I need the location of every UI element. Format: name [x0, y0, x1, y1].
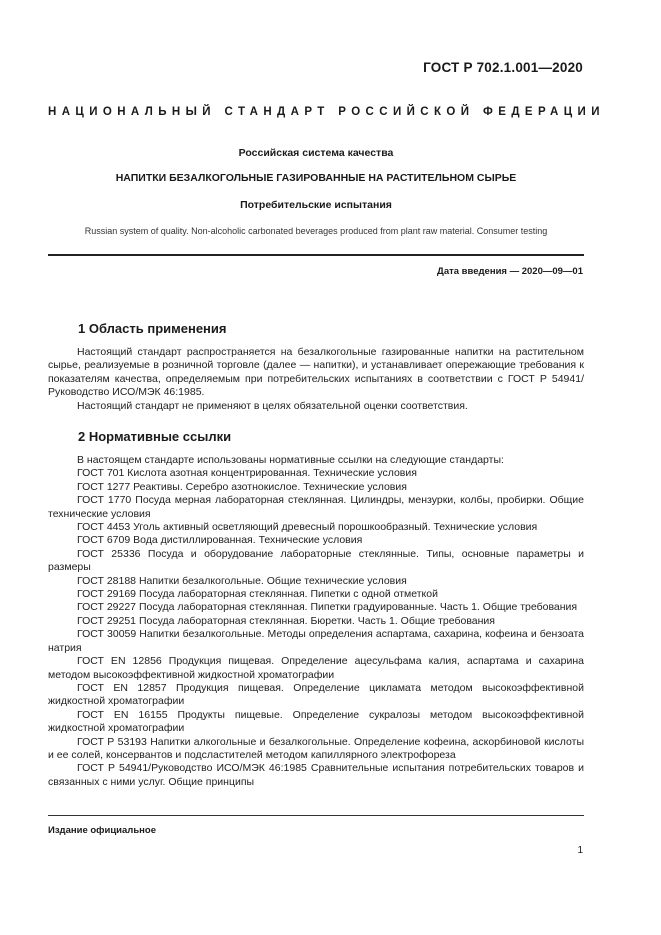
section-heading-references: 2 Нормативные ссылки	[78, 429, 232, 444]
footer-divider	[48, 815, 584, 816]
reference-item: ГОСТ 4453 Уголь активный осветляющий древесный порошкообразный. Технические условия	[77, 521, 538, 534]
paragraph: Настоящий стандарт распространяется на безалкогольные газированные напитки на растительном сырье, реализуемые в розничной торговле (далее — напитки), и устанавливает опережающие требования к показателям качества, определяемым при потребительских испытаниях в соответствии с ГОСТ Р 54941/Руководство ИСО/МЭК 46:1985.	[48, 346, 584, 399]
title-divider	[48, 254, 584, 256]
reference-item: ГОСТ 29169 Посуда лабораторная стеклянная. Пипетки с одной отметкой	[77, 588, 438, 601]
section-body-references	[48, 454, 584, 789]
section-body-scope	[48, 346, 584, 413]
reference-item: ГОСТ 1770 Посуда мерная лабораторная стеклянная. Цилиндры, мензурки, колбы, пробирки. Общие технические условия	[48, 494, 584, 520]
paragraph: Настоящий стандарт не применяют в целях обязательной оценки соответствия.	[77, 399, 468, 412]
reference-item: ГОСТ Р 54941/Руководство ИСО/МЭК 46:1985 Сравнительные испытания потребительских товаров и связанных с ними услуг. Общие принципы	[48, 762, 584, 788]
reference-item: ГОСТ 25336 Посуда и оборудование лабораторные стеклянные. Типы, основные параметры и размеры	[48, 547, 584, 574]
document-subtitle: Потребительские испытания	[240, 199, 392, 211]
reference-item: ГОСТ 28188 Напитки безалкогольные. Общие технические условия	[77, 574, 407, 587]
reference-item: ГОСТ 30059 Напитки безалкогольные. Методы определения аспартама, сахарина, кофеина и бензоата натрия	[48, 628, 584, 654]
page-number: 1	[577, 845, 583, 856]
reference-item: ГОСТ 6709 Вода дистиллированная. Технические условия	[77, 534, 363, 547]
reference-item: ГОСТ Р 53193 Напитки алкогольные и безалкогольные. Определение кофеина, аскорбиновой кислоты и ее солей, консервантов и подсластителей методом капиллярного электрофореза	[48, 735, 584, 761]
document-code: ГОСТ Р 702.1.001—2020	[423, 60, 583, 75]
quality-system-name: Российская система качества	[238, 147, 394, 159]
introduction-date: Дата введения — 2020—09—01	[437, 266, 583, 277]
english-title: Russian system of quality. Non-alcoholic carbonated beverages produced from plant raw material. Consumer testing	[84, 226, 548, 236]
reference-item: ГОСТ 701 Кислота азотная концентрированная. Технические условия	[77, 467, 417, 480]
reference-item: ГОСТ EN 12857 Продукция пищевая. Определение цикламата методом высокоэффективной жидкостной хроматографии	[48, 681, 584, 708]
paragraph: В настоящем стандарте использованы нормативные ссылки на следующие стандарты:	[77, 454, 504, 466]
reference-item: ГОСТ 29251 Посуда лабораторная стеклянная. Бюретки. Часть 1. Общие требования	[77, 614, 495, 627]
document-title: НАПИТКИ БЕЗАЛКОГОЛЬНЫЕ ГАЗИРОВАННЫЕ НА РАСТИТЕЛЬНОМ СЫРЬЕ	[115, 172, 517, 184]
official-edition-label: Издание официальное	[48, 825, 156, 836]
reference-item: ГОСТ EN 16155 Продукты пищевые. Определение сукралозы методом высокоэффективной жидкостной хроматографии	[48, 708, 584, 735]
reference-item: ГОСТ EN 12856 Продукция пищевая. Определение ацесульфама калия, аспартама и сахарина методом высокоэффективной жидкостной хроматографии	[48, 655, 584, 681]
reference-item: ГОСТ 29227 Посуда лабораторная стеклянная. Пипетки градуированные. Часть 1. Общие требования	[77, 601, 578, 614]
reference-item: ГОСТ 1277 Реактивы. Серебро азотнокислое. Технические условия	[77, 480, 407, 493]
national-standard-banner: НАЦИОНАЛЬНЫЙ СТАНДАРТ РОССИЙСКОЙ ФЕДЕРАЦИИ	[48, 106, 605, 118]
section-heading-scope: 1 Область применения	[78, 321, 227, 336]
